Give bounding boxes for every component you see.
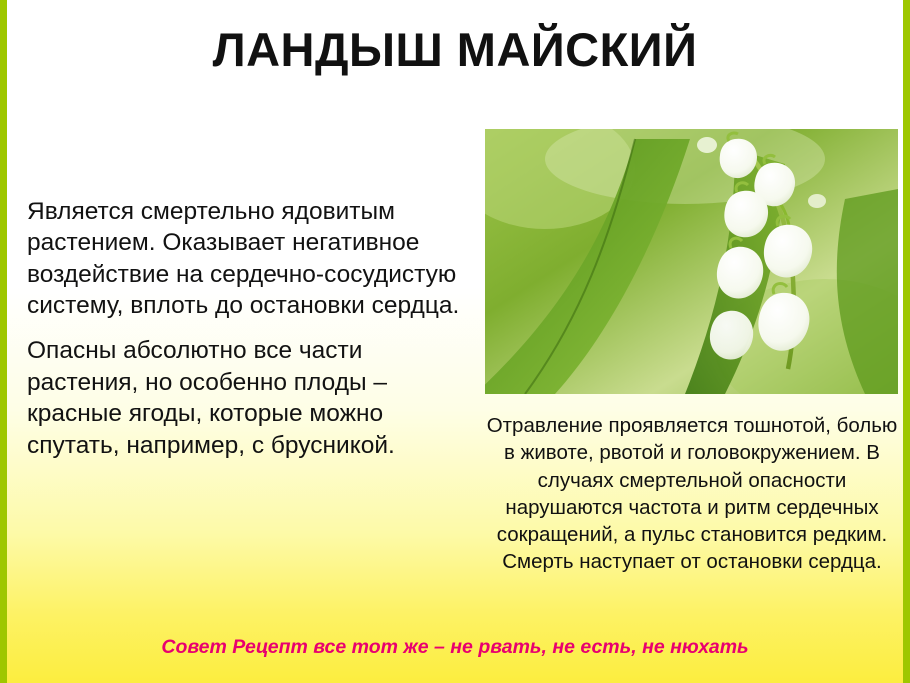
right-caption: Отравление проявляется тошнотой, болью в животе, рвотой и головокружением. В случаях смертельной опасности нарушаются частота и ритм сердечных сокращений, а пульс становится редким. Смерть наступает от остановки сердца. — [486, 414, 898, 574]
footer-advice: Совет Рецепт все тот же – не рвать, не есть, не нюхать — [161, 636, 749, 658]
lily-of-the-valley-photo — [485, 129, 898, 394]
left-text-column — [27, 196, 467, 475]
page-title: ЛАНДЫШ МАЙСКИЙ — [212, 23, 698, 76]
left-paragraph-2: Опасны абсолютно все части растения, но особенно плоды – красные ягоды, которые можно спутать, например, с брусникой. — [27, 337, 395, 459]
left-paragraph-1: Является смертельно ядовитым растением. Оказывает негативное воздействие на сердечно-сосудистую систему, вплоть до остановки сердца. — [27, 198, 460, 320]
right-text-column — [485, 412, 899, 576]
